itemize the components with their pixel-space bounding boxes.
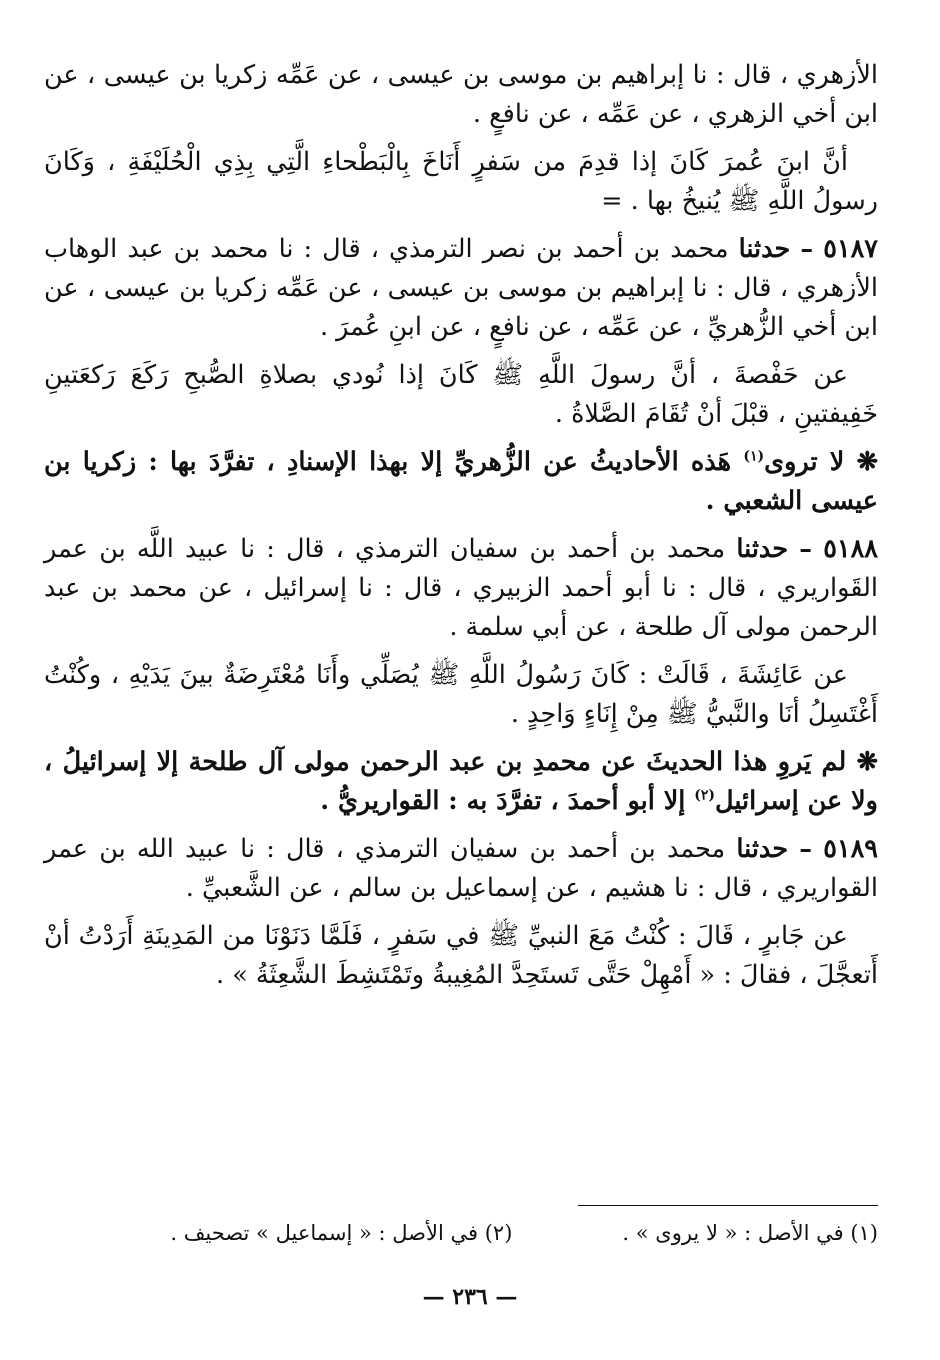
note-text-a: لم يَروِ هذا الحديثَ عن محمدِ بن عبد الرحمن مولى آل طلحة إلا إسرائيلُ ، ولا عن إسرائيل: [44, 747, 878, 816]
hadith-dash: –: [799, 834, 813, 864]
hadith-number: ٥١٨٩: [823, 834, 878, 864]
hadith-number: ٥١٨٧: [823, 234, 879, 264]
hadith-5189-isnad: [44, 830, 878, 908]
editorial-note-1: [44, 443, 878, 521]
hadith-5187-isnad: [44, 230, 878, 347]
hadith-dash: –: [799, 534, 813, 564]
footnote-2: (٢) في الأصل : « إسماعيل » تصحيف .: [170, 1221, 513, 1245]
hadith-5189-matn: عن جَابرٍ ، قَالَ : كُنْتُ مَعَ النبيِّ ﷺ في سَفرٍ ، فَلَمَّا دَنَوْنَا من المَدِينَةِ أَرَدْتُ أنْ أَتعجَّلَ ، فقالَ : « أَمْهِلْ حَتَّى تَستَحِدَّ المُغِيبةُ وتَمْتَشِطَ الشَّعِثَةُ » .: [44, 921, 878, 990]
page-body: [44, 56, 878, 1004]
hadith-matn: أنَّ ابنَ عُمرَ كَانَ إذا قدِمَ من سَفرٍ أَنَاخَ بِالْبَطْحاءِ الَّتِي بِذِي الْحُلَيْفَةِ ، وَكَانَ رسولُ اللَّهِ ﷺ يُنيخُ بها . =: [44, 147, 878, 216]
hadith-isnad-text: محمد بن أحمد بن سفيان الترمذي ، قال : نا عبيد الله بن عمر القواريري ، قال : نا هشيم ، عن إسماعيل بن سالم ، عن الشَّعبيِّ .: [44, 834, 878, 903]
note-text-b: هَذه الأحاديثُ عن الزُّهريِّ إلا بهذا الإسنادِ ، تفرَّدَ بها : زكريا بن عيسى الشعبي .: [44, 447, 878, 516]
page-number: — ٢٣٦ —: [422, 1284, 518, 1310]
hadith-5187-matn: عن حَفْصةَ ، أنَّ رسولَ اللَّهِ ﷺ كَانَ إذا نُودي بصلاةِ الصُّبحِ رَكَعَ رَكعَتينِ خَفِيفتينِ ، قبْلَ أنْ تُقَامَ الصَّلاةُ .: [44, 360, 878, 429]
editorial-note-2: [44, 743, 878, 821]
footnote-ref: (١): [743, 448, 765, 465]
star-marker-icon: ❋: [856, 447, 878, 477]
hadith-isnad-text: محمد بن أحمد بن سفيان الترمذي ، قال : نا عبيد اللَّه بن عمر القَواريري ، قال : نا أبو أحمد الزبيري ، قال : نا إسرائيل ، عن محمد بن عبد الرحمن مولى آل طلحة ، عن أبي سلمة .: [44, 534, 878, 642]
hadith-isnad-text: محمد بن أحمد بن نصر الترمذي ، قال : نا محمد بن عبد الوهاب الأزهري ، قال : نا إبراهيم بن موسى بن عيسى ، عن عَمِّه زكريا بن عيسى ، عن ابن أخي الزُّهريِّ ، عن عَمِّه ، عن نافعٍ ، عن ابنِ عُمرَ .: [44, 234, 878, 342]
footnote-1: (١) في الأصل : « لا يروى » .: [622, 1221, 878, 1245]
footnote-divider: [578, 1205, 878, 1206]
note-text-a: لا تروى: [764, 447, 845, 477]
note-text-b: إلا أبو أحمدَ ، تفرَّدَ به : القواريريُّ .: [320, 786, 686, 816]
hadith-5188-isnad: [44, 530, 878, 647]
hadith-lead-word: حدثنا: [738, 234, 791, 264]
continuation-isnad: الأزهري ، قال : نا إبراهيم بن موسى بن عيسى ، عن عَمِّه زكريا بن عيسى ، عن ابن أخي الزهري ، عن عَمِّه ، عن نافعٍ .: [44, 60, 878, 129]
hadith-number: ٥١٨٨: [823, 534, 878, 564]
hadith-5188-matn: عن عَائِشَةَ ، قَالَتْ : كَانَ رَسُولُ اللَّهِ ﷺ يُصَلِّي وأَنَا مُعْتَرِضَةٌ بينَ يَدَيْهِ ، وكُنْتُ أَغْتَسِلُ أنَا والنَّبيُّ ﷺ مِنْ إِنَاءٍ وَاحِدٍ .: [44, 660, 878, 729]
footnotes: [50, 1218, 878, 1248]
hadith-lead-word: حدثنا: [736, 534, 789, 564]
star-marker-icon: ❋: [856, 747, 878, 777]
hadith-lead-word: حدثنا: [736, 834, 789, 864]
footnote-ref: (٢): [694, 787, 716, 804]
hadith-dash: –: [800, 234, 814, 264]
